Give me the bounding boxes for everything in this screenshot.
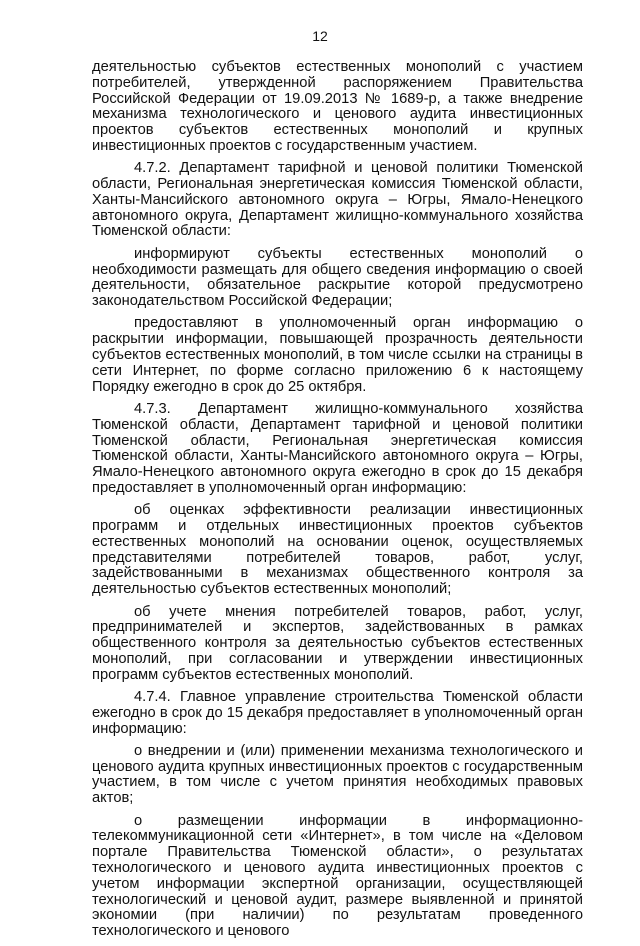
document-body [92,60,583,946]
paragraph-4-7-2: 4.7.2. Департамент тарифной и ценовой политики Тюменской области, Региональная энергетическая комиссия Тюменской области, Ханты-Мансийского автономного округа – Югры, Ямало-Ненецкого автономного округа, Департамент жилищно-коммунального хозяйства Тюменской области: [92,160,583,240]
paragraph-audit-mechanism: о внедрении и (или) применении механизма технологического и ценового аудита крупных инвестиционных проектов с государственным участием, в том числе с учетом принятия необходимых правовых актов; [92,742,583,807]
paragraph-consumer-opinion: об учете мнения потребителей товаров, работ, услуг, предпринимателей и экспертов, задействованных в рамках общественного контроля за деятельностью субъектов естественных монополий, при согласовании и утверждении инвестиционных программ субъектов естественных монополий. [92,603,583,683]
page-number: 12 [312,28,328,44]
paragraph-inform-subjects: информируют субъекты естественных монополий о необходимости размещать для общего сведения информацию о своей деятельности, обязательное раскрытие которой предусмотрено законодательством Российской Федерации; [92,245,583,310]
paragraph-continuation: деятельностью субъектов естественных монополий с участием потребителей, утвержденной распоряжением Правительства Российской Федерации от 19.09.2013 № 1689-р, а также внедрение механизма технологического и ценового аудита инвестиционных проектов субъектов естественных монополий и крупных инвестиционных проектов с государственным участием. [92,59,583,154]
paragraph-4-7-4: 4.7.4. Главное управление строительства Тюменской области ежегодно в срок до 15 декабря предоставляет в уполномоченный орган информацию: [92,688,583,737]
paragraph-efficiency-assessments: об оценках эффективности реализации инвестиционных программ и отдельных инвестиционных проектов субъектов естественных монополий на основании оценок, осуществляемых представителями потребителей товаров, работ, услуг, задействованными в механизмах общественного контроля за деятельностью субъектов естественных монополий; [92,502,583,598]
paragraph-4-7-3: 4.7.3. Департамент жилищно-коммунального хозяйства Тюменской области, Департамент тарифной и ценовой политики Тюменской области, Региональная энергетическая комиссия Тюменской области, Ханты-Мансийского автономного округа – Югры, Ямало-Ненецкого автономного округа ежегодно в срок до 15 декабря предоставляет в уполномоченный орган информацию: [92,400,583,496]
paragraph-provide-disclosure: предоставляют в уполномоченный орган информацию о раскрытии информации, повышающей прозрачность деятельности субъектов естественных монополий, в том числе ссылки на страницы в сети Интернет, по форме согласно приложению 6 к настоящему Порядку ежегодно в срок до 25 октября. [92,315,583,395]
paragraph-internet-publication: о размещении информации в информационно-телекоммуникационной сети «Интернет», в том числе на «Деловом портале Правительства Тюменской области», о результатах технологического и ценового аудита инвестиционных проектов с учетом информации экспертной организации, осуществляющей технологический и ценовой аудит, размере выявленной и принятой экономии (при наличии) по результатам проведенного технологического и ценового [92,812,583,940]
